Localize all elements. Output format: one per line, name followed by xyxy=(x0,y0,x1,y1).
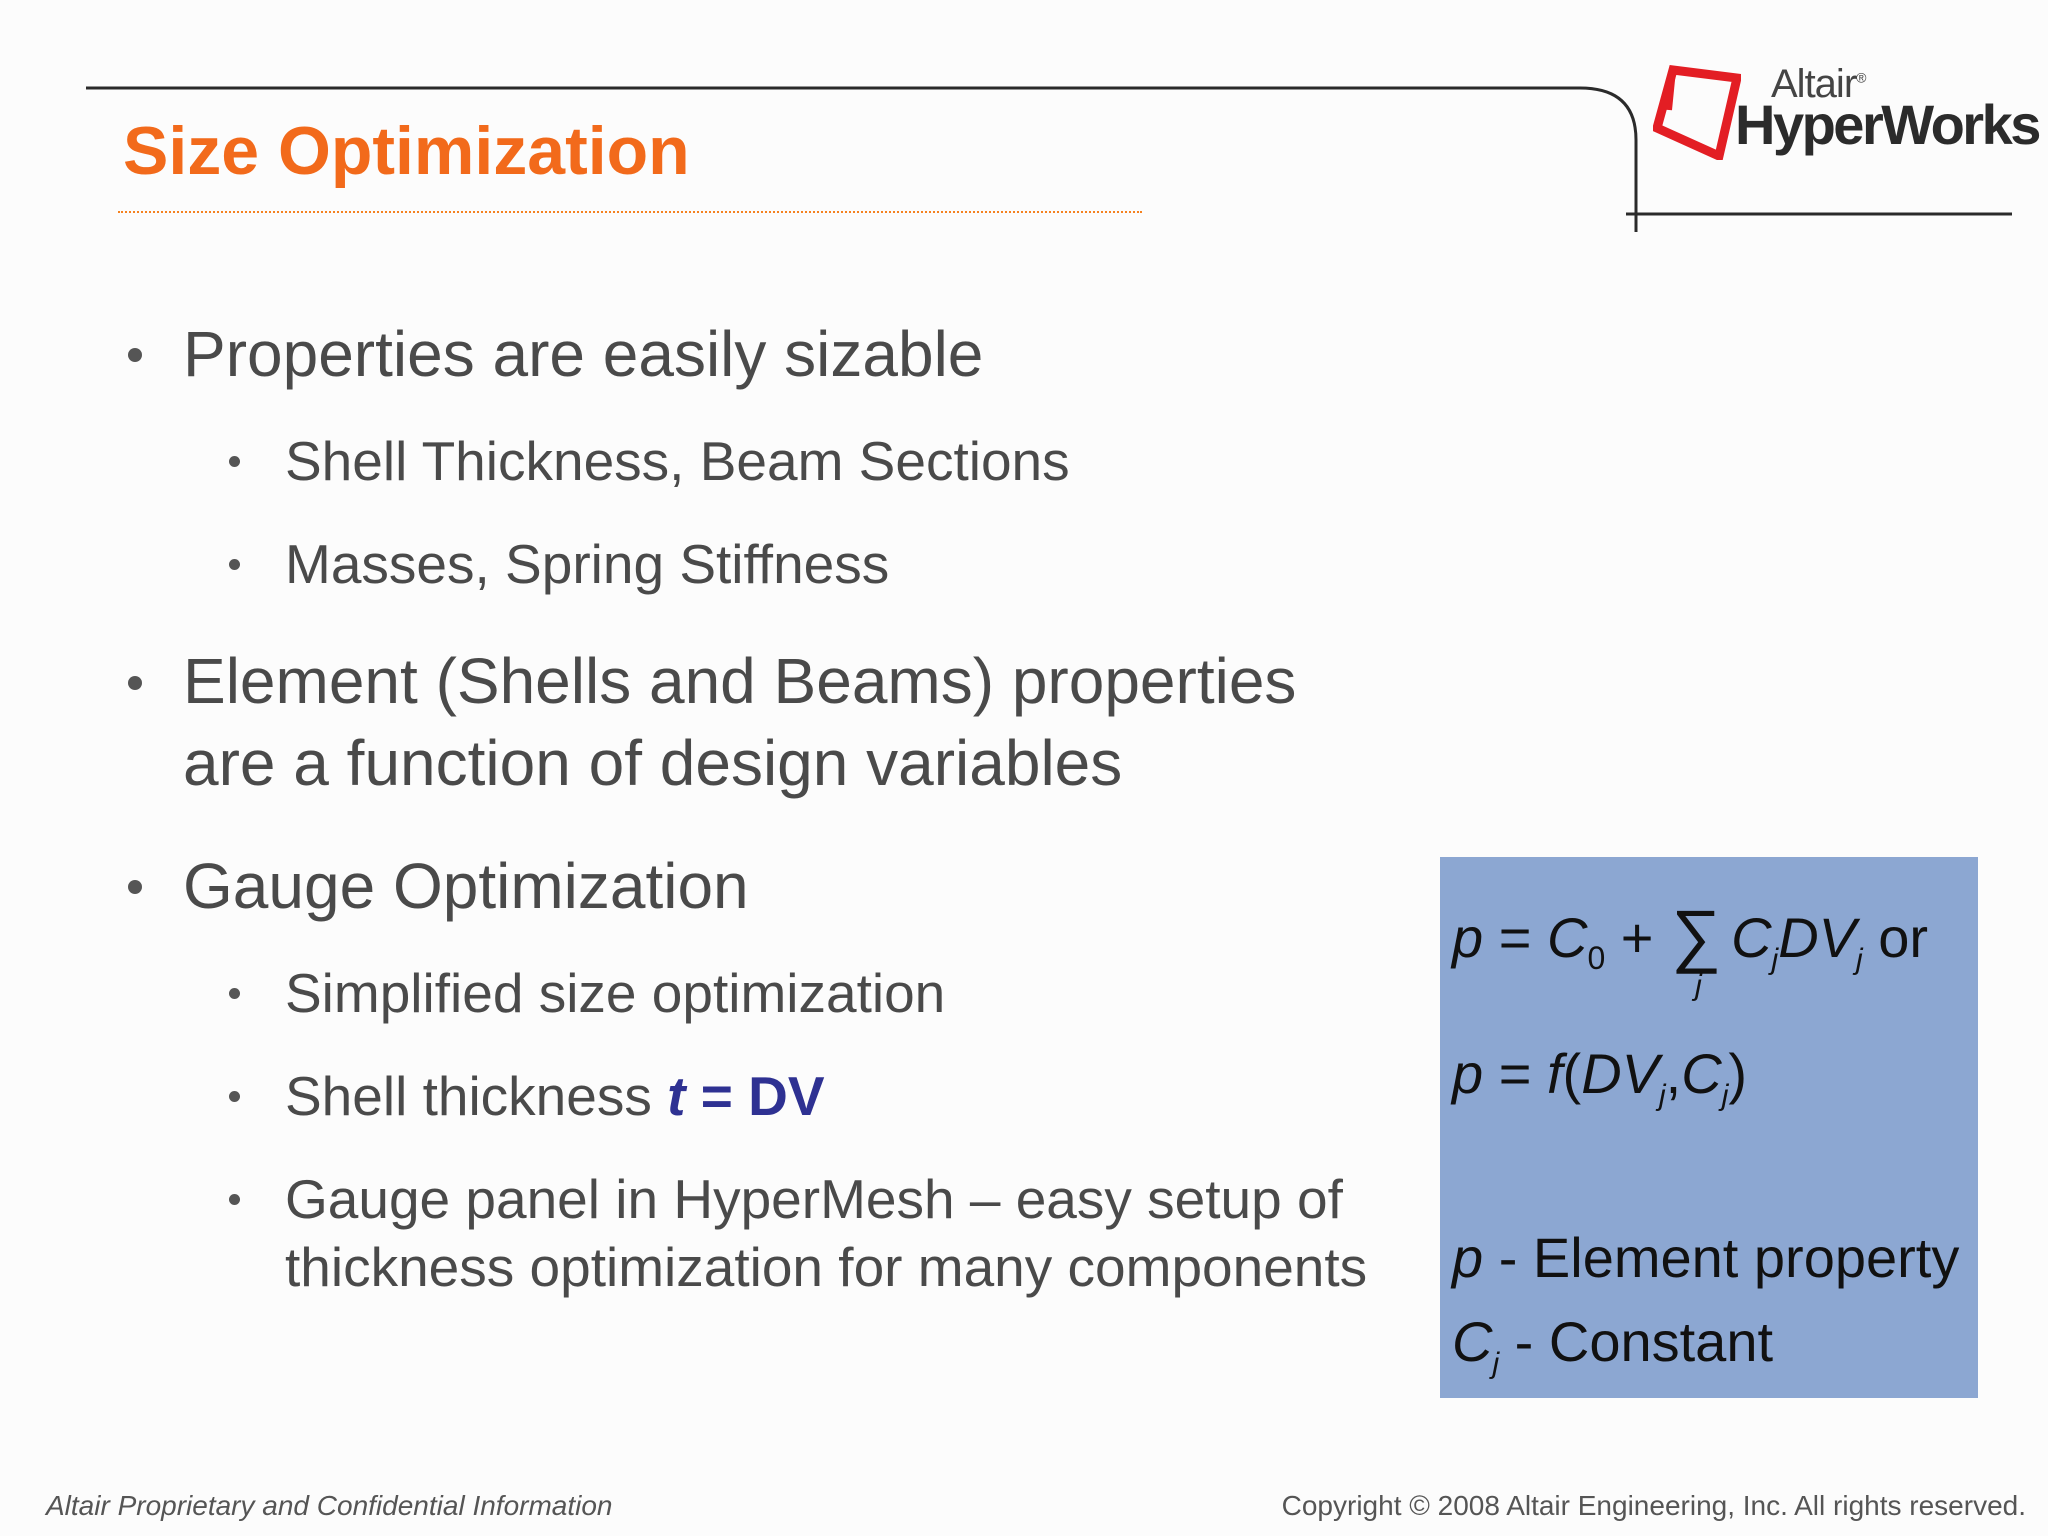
logo-altair-text: Altair® xyxy=(1771,62,1866,106)
logo-mark-icon xyxy=(1653,64,1741,160)
sub-bullet-masses: Masses, Spring Stiffness xyxy=(285,533,890,595)
sub-bullet-dot xyxy=(229,456,240,467)
formula-function: $p = f(DV_j,C_j)$ xyxy=(1452,1042,1748,1112)
sigma-symbol: ∑ j xyxy=(1671,896,1721,1002)
sub-bullet-dot xyxy=(229,1194,240,1205)
bullet-properties: Properties are easily sizable xyxy=(183,318,984,390)
sub-bullet-dot xyxy=(229,988,240,999)
logo-hyperworks-text: HyperWorks xyxy=(1735,93,2039,156)
sub-bullet-simplified: Simplified size optimization xyxy=(285,962,946,1024)
formula-def-c: $C_j$ - Constant xyxy=(1452,1310,1774,1380)
bullet-element-properties-line2: are a function of design variables xyxy=(183,727,1123,799)
formula-linear: $p = C_0$ + ∑ j $C_jDV_j$ or xyxy=(1452,896,1929,1002)
sub-bullet-dot xyxy=(229,559,240,570)
footer-confidential: Altair Proprietary and Confidential Information xyxy=(46,1490,613,1521)
altair-hyperworks-logo xyxy=(1653,62,2039,162)
bullet-element-properties-line1: Element (Shells and Beams) properties xyxy=(183,645,1297,717)
formula-def-p: p - Element property xyxy=(1452,1226,1960,1289)
bullet-dot xyxy=(128,348,142,362)
footer-copyright: Copyright © 2008 Altair Engineering, Inc. All rights reserved. xyxy=(1281,1490,2026,1521)
formula-box xyxy=(1440,857,1978,1398)
sub-bullet-gauge-panel-line2: thickness optimization for many components xyxy=(285,1236,1368,1298)
bullet-dot xyxy=(128,676,142,690)
sub-bullet-shell-thickness: Shell Thickness, Beam Sections xyxy=(285,430,1070,492)
page-title: Size Optimization xyxy=(123,113,690,189)
sub-bullet-gauge-panel-line1: Gauge panel in HyperMesh – easy setup of xyxy=(285,1168,1343,1230)
bullet-dot xyxy=(128,880,142,894)
sub-bullet-shell-thickness-dv: Shell thickness t = DV xyxy=(285,1065,825,1127)
title-underline xyxy=(118,211,1142,213)
sub-bullet-dot xyxy=(229,1091,240,1102)
bullet-gauge-optimization: Gauge Optimization xyxy=(183,850,749,922)
